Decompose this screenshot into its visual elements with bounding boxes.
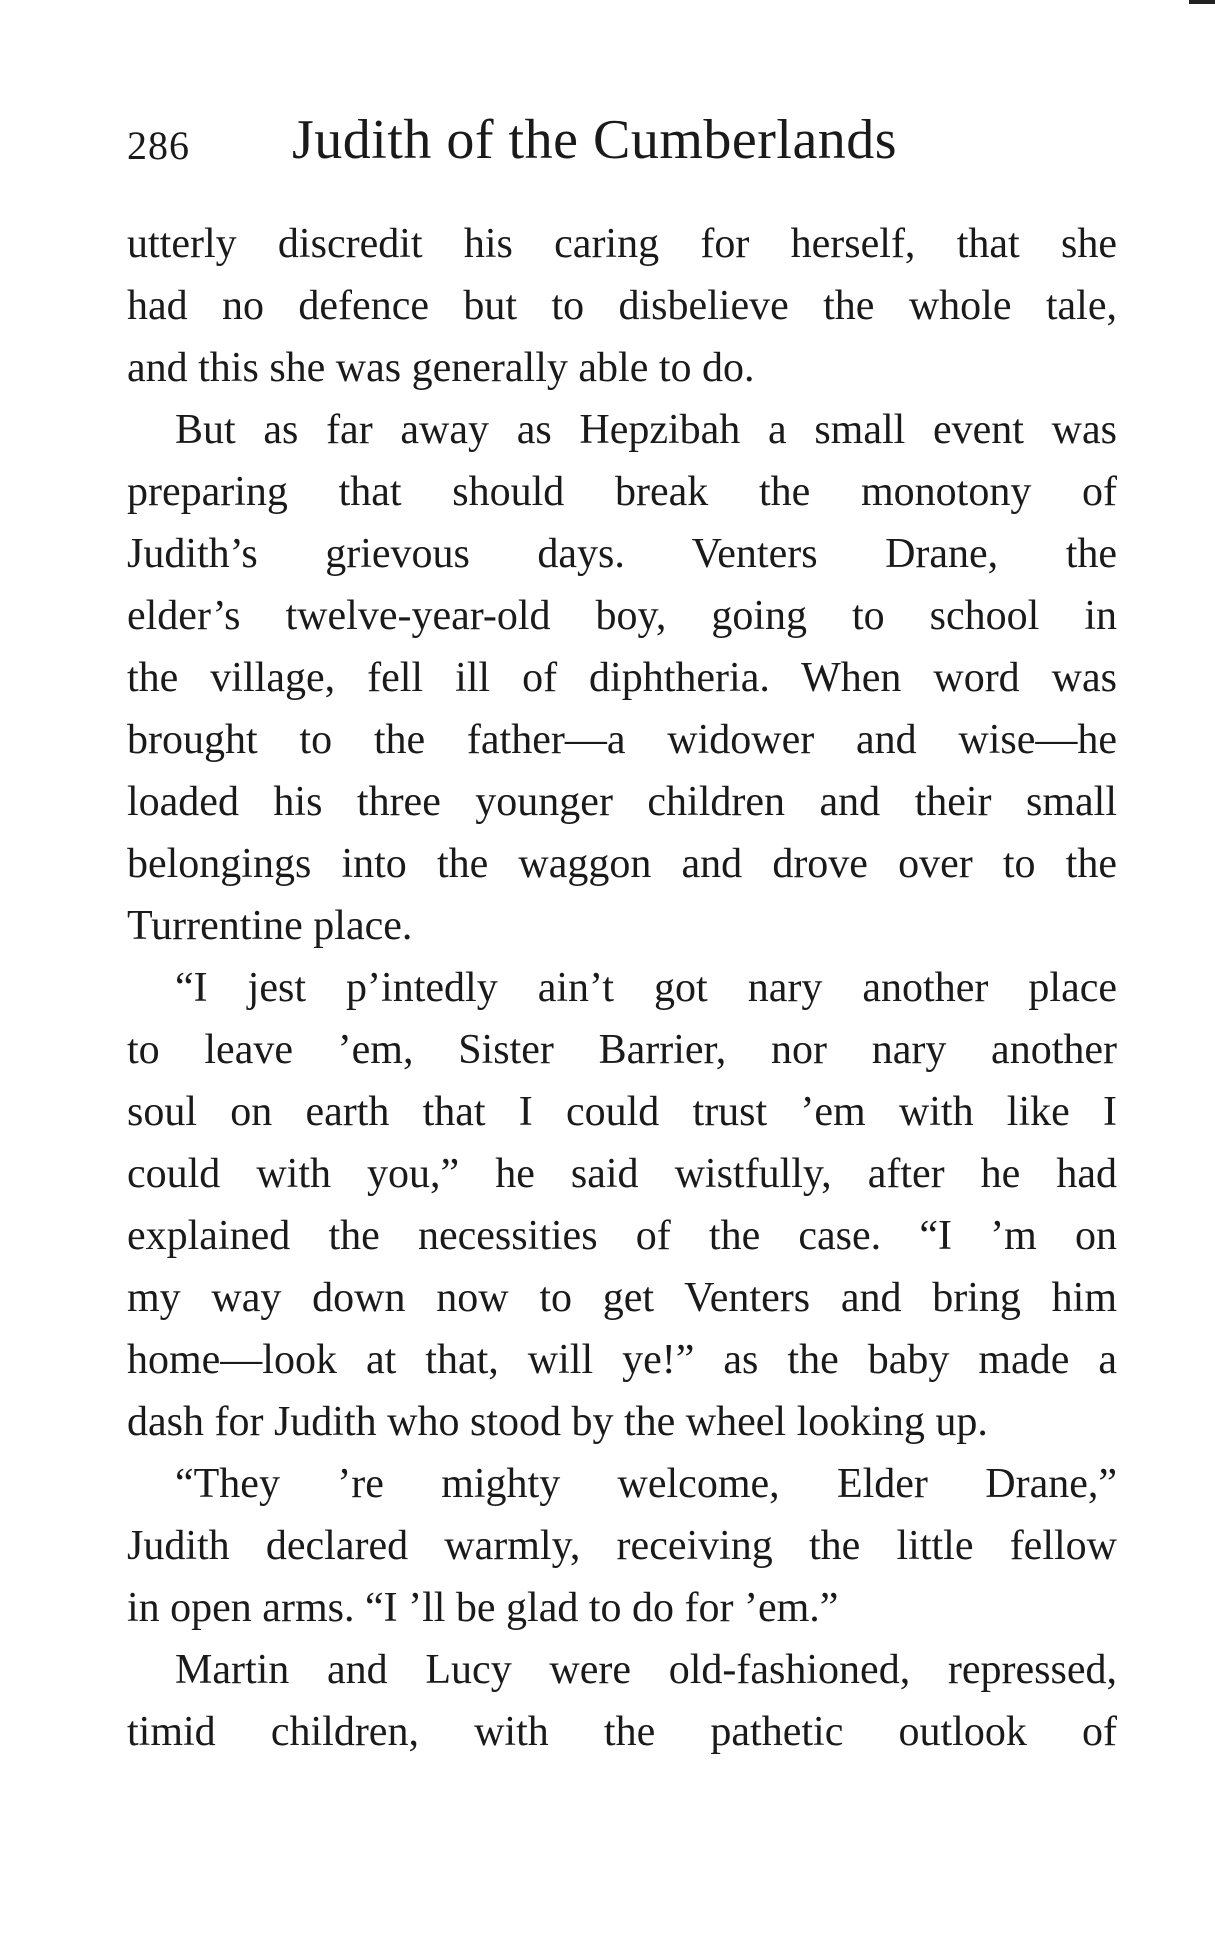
paragraph	[127, 1639, 1117, 1763]
text-line: dash for Judith who stood by the wheel looking up.	[127, 1399, 988, 1445]
text-line: utterly discredit his caring for herself, that she	[127, 221, 1117, 267]
text-line: Judith’s grievous days. Venters Drane, the	[127, 531, 1117, 577]
paragraph	[127, 213, 1117, 399]
text-line: “I jest p’intedly ain’t got nary another place	[175, 965, 1117, 1011]
page-corner-mark	[1189, 0, 1215, 14]
text-line: But as far away as Hepzibah a small event was	[175, 407, 1117, 453]
text-line: brought to the father—a widower and wise—he	[127, 717, 1117, 763]
text-line: and this she was generally able to do.	[127, 345, 755, 391]
running-title: Judith of the Cumberlands	[292, 109, 898, 171]
text-line: preparing that should break the monotony of	[127, 469, 1117, 515]
text-line: timid children, with the pathetic outlook of	[127, 1709, 1117, 1755]
text-line: Martin and Lucy were old-fashioned, repressed,	[175, 1647, 1117, 1693]
body-text	[127, 213, 1117, 1763]
text-line: to leave ’em, Sister Barrier, nor nary another	[127, 1027, 1117, 1073]
text-line: in open arms. “I ’ll be glad to do for ’em.”	[127, 1585, 839, 1631]
text-line: had no defence but to disbelieve the whole tale,	[127, 283, 1117, 329]
text-line: Turrentine place.	[127, 903, 413, 949]
text-line: the village, fell ill of diphtheria. When word was	[127, 655, 1117, 701]
page-header	[127, 108, 1117, 178]
text-line: “They ’re mighty welcome, Elder Drane,”	[175, 1461, 1117, 1507]
text-line: Judith declared warmly, receiving the little fellow	[127, 1523, 1117, 1569]
paragraph	[127, 1453, 1117, 1639]
text-line: loaded his three younger children and their small	[127, 779, 1117, 825]
paragraph	[127, 957, 1117, 1453]
text-line: elder’s twelve-year-old boy, going to school in	[127, 593, 1117, 639]
text-line: belongings into the waggon and drove over to the	[127, 841, 1117, 887]
text-line: explained the necessities of the case. “I ’m on	[127, 1213, 1117, 1259]
page-number: 286	[127, 123, 190, 168]
text-line: could with you,” he said wistfully, after he had	[127, 1151, 1117, 1197]
paragraph	[127, 399, 1117, 957]
text-line: soul on earth that I could trust ’em with like I	[127, 1089, 1117, 1135]
text-line: home—look at that, will ye!” as the baby made a	[127, 1337, 1117, 1383]
text-line: my way down now to get Venters and bring him	[127, 1275, 1117, 1321]
